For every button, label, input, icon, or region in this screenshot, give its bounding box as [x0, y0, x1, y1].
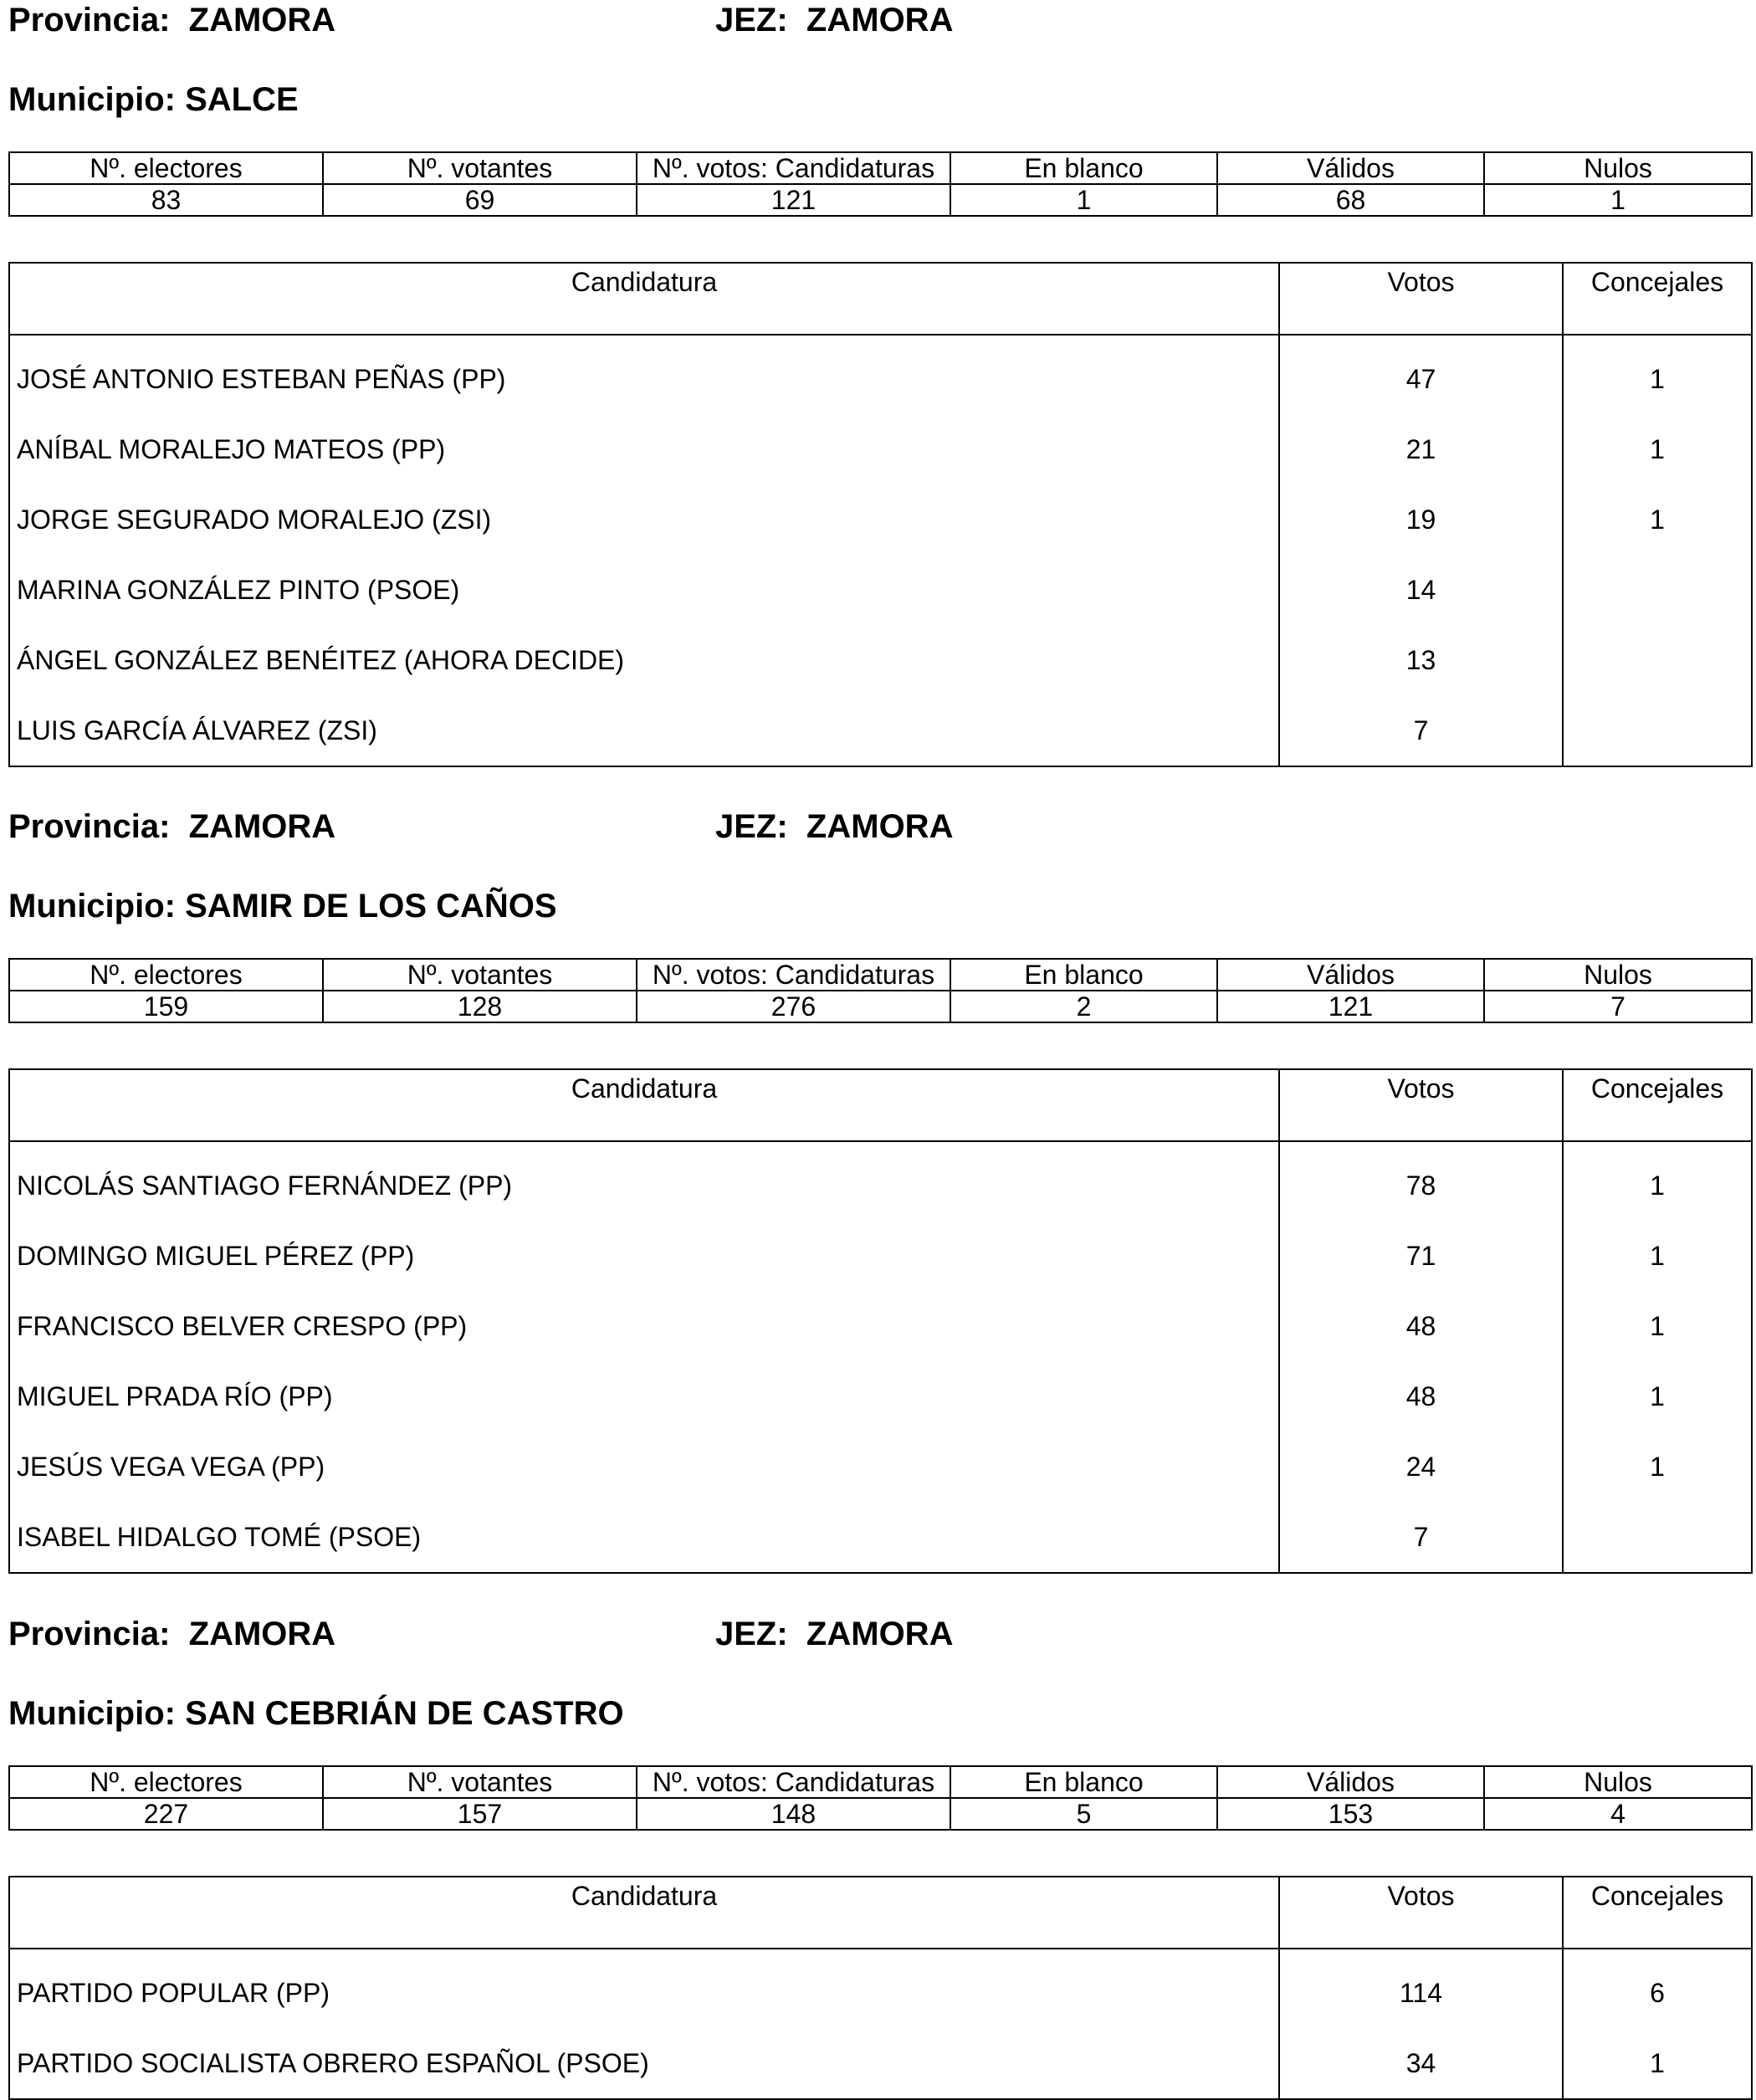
stats-header-row	[9, 959, 1752, 991]
candidates-header-row	[9, 263, 1752, 335]
candidate-name: NICOLÁS SANTIAGO FERNÁNDEZ (PP)	[9, 1141, 1279, 1221]
candidate-votos: 19	[1279, 484, 1563, 555]
candidatura-header: Candidatura	[9, 1069, 1279, 1141]
candidate-votos: 78	[1279, 1141, 1563, 1221]
concejales-header: Concejales	[1563, 1877, 1752, 1949]
stats-value: 157	[323, 1798, 637, 1830]
candidate-votos: 114	[1279, 1949, 1563, 2028]
candidate-row	[9, 555, 1752, 625]
stats-header-row	[9, 1766, 1752, 1798]
candidate-votos: 7	[1279, 1502, 1563, 1573]
stats-value: 68	[1217, 184, 1484, 216]
jez-line: JEZ: ZAMORA	[715, 2, 954, 38]
candidate-row	[9, 484, 1752, 555]
provincia-line: Provincia: ZAMORA	[8, 1616, 336, 1652]
stats-header: Nº. votos: Candidaturas	[637, 1766, 950, 1798]
provincia-line: Provincia: ZAMORA	[8, 808, 336, 845]
stats-value: 2	[950, 991, 1217, 1022]
stats-value-row	[9, 1798, 1752, 1830]
stats-value: 5	[950, 1798, 1217, 1830]
candidate-votos: 14	[1279, 555, 1563, 625]
concejales-header: Concejales	[1563, 1069, 1752, 1141]
stats-value: 121	[1217, 991, 1484, 1022]
candidate-votos: 7	[1279, 695, 1563, 766]
candidate-name: ANÍBAL MORALEJO MATEOS (PP)	[9, 414, 1279, 484]
stats-value-row	[9, 184, 1752, 216]
candidate-votos: 48	[1279, 1361, 1563, 1432]
candidate-row	[9, 414, 1752, 484]
candidate-name: MIGUEL PRADA RÍO (PP)	[9, 1361, 1279, 1432]
stats-header: Nulos	[1484, 1766, 1752, 1798]
provincia-value: ZAMORA	[188, 808, 336, 845]
provincia-value: ZAMORA	[188, 2, 336, 38]
jez-value: ZAMORA	[806, 2, 954, 38]
stats-value: 121	[637, 184, 950, 216]
candidates-header-row	[9, 1069, 1752, 1141]
stats-header: Nº. votantes	[323, 152, 637, 184]
stats-value: 153	[1217, 1798, 1484, 1830]
stats-value: 148	[637, 1798, 950, 1830]
candidate-row	[9, 695, 1752, 766]
candidate-name: PARTIDO POPULAR (PP)	[9, 1949, 1279, 2028]
candidate-row	[9, 625, 1752, 695]
stats-value: 1	[950, 184, 1217, 216]
stats-header: En blanco	[950, 959, 1217, 991]
jez-line: JEZ: ZAMORA	[715, 808, 954, 845]
candidate-name: FRANCISCO BELVER CRESPO (PP)	[9, 1291, 1279, 1361]
candidate-name: ÁNGEL GONZÁLEZ BENÉITEZ (AHORA DECIDE)	[9, 625, 1279, 695]
candidate-votos: 34	[1279, 2028, 1563, 2099]
concejales-header: Concejales	[1563, 263, 1752, 335]
municipio-line: Municipio: SALCE	[8, 81, 299, 118]
candidate-row	[9, 1949, 1752, 2028]
candidate-concejales: 1	[1563, 484, 1752, 555]
candidate-concejales: 1	[1563, 1141, 1752, 1221]
candidate-concejales: 1	[1563, 1361, 1752, 1432]
stats-header: Nº. votantes	[323, 1766, 637, 1798]
candidate-row	[9, 1361, 1752, 1432]
candidate-name: JOSÉ ANTONIO ESTEBAN PEÑAS (PP)	[9, 335, 1279, 414]
stats-header: Nº. votos: Candidaturas	[637, 152, 950, 184]
candidate-concejales	[1563, 1502, 1752, 1573]
candidate-row	[9, 1291, 1752, 1361]
candidate-votos: 24	[1279, 1432, 1563, 1502]
stats-value: 69	[323, 184, 637, 216]
provincia-value: ZAMORA	[188, 1616, 336, 1652]
candidatura-header: Candidatura	[9, 1877, 1279, 1949]
votos-header: Votos	[1279, 263, 1563, 335]
candidate-votos: 48	[1279, 1291, 1563, 1361]
stats-header: Nº. electores	[9, 152, 323, 184]
jez-value: ZAMORA	[806, 808, 954, 845]
municipio-value: SAN CEBRIÁN DE CASTRO	[185, 1695, 624, 1732]
candidate-row	[9, 1141, 1752, 1221]
votos-header: Votos	[1279, 1069, 1563, 1141]
municipio-line: Municipio: SAMIR DE LOS CAÑOS	[8, 888, 557, 925]
stats-header: Nº. votos: Candidaturas	[637, 959, 950, 991]
candidate-name: LUIS GARCÍA ÁLVAREZ (ZSI)	[9, 695, 1279, 766]
candidate-name: ISABEL HIDALGO TOMÉ (PSOE)	[9, 1502, 1279, 1573]
candidate-name: JORGE SEGURADO MORALEJO (ZSI)	[9, 484, 1279, 555]
candidate-votos: 13	[1279, 625, 1563, 695]
candidate-name: DOMINGO MIGUEL PÉREZ (PP)	[9, 1221, 1279, 1291]
stats-header-row	[9, 152, 1752, 184]
candidates-table	[8, 1068, 1753, 1574]
municipio-value: SAMIR DE LOS CAÑOS	[185, 888, 557, 925]
candidates-header-row	[9, 1877, 1752, 1949]
stats-value: 128	[323, 991, 637, 1022]
candidate-row	[9, 1221, 1752, 1291]
candidate-votos: 21	[1279, 414, 1563, 484]
candidate-concejales: 1	[1563, 1432, 1752, 1502]
candidate-name: PARTIDO SOCIALISTA OBRERO ESPAÑOL (PSOE)	[9, 2028, 1279, 2099]
stats-header: Válidos	[1217, 1766, 1484, 1798]
municipio-value: SALCE	[185, 81, 299, 118]
candidates-table	[8, 1876, 1753, 2100]
municipio-line: Municipio: SAN CEBRIÁN DE CASTRO	[8, 1695, 624, 1732]
candidate-votos: 71	[1279, 1221, 1563, 1291]
candidate-row	[9, 1502, 1752, 1573]
candidate-votos: 47	[1279, 335, 1563, 414]
candidate-concejales	[1563, 625, 1752, 695]
stats-header: En blanco	[950, 152, 1217, 184]
candidate-concejales: 6	[1563, 1949, 1752, 2028]
candidate-row	[9, 335, 1752, 414]
candidate-name: JESÚS VEGA VEGA (PP)	[9, 1432, 1279, 1502]
stats-header: Nº. electores	[9, 1766, 323, 1798]
stats-value: 1	[1484, 184, 1752, 216]
stats-value: 159	[9, 991, 323, 1022]
candidate-row	[9, 1432, 1752, 1502]
stats-table	[8, 1765, 1753, 1831]
provincia-line: Provincia: ZAMORA	[8, 2, 336, 38]
stats-header: Válidos	[1217, 152, 1484, 184]
candidate-concejales: 1	[1563, 414, 1752, 484]
candidate-concejales: 1	[1563, 1221, 1752, 1291]
jez-line: JEZ: ZAMORA	[715, 1616, 954, 1652]
candidate-concejales: 1	[1563, 335, 1752, 414]
stats-table	[8, 958, 1753, 1023]
stats-table	[8, 151, 1753, 217]
stats-header: En blanco	[950, 1766, 1217, 1798]
jez-value: ZAMORA	[806, 1616, 954, 1652]
stats-header: Válidos	[1217, 959, 1484, 991]
candidate-concejales	[1563, 695, 1752, 766]
stats-value: 7	[1484, 991, 1752, 1022]
stats-value: 276	[637, 991, 950, 1022]
votos-header: Votos	[1279, 1877, 1563, 1949]
candidatura-header: Candidatura	[9, 263, 1279, 335]
candidate-row	[9, 2028, 1752, 2099]
candidate-name: MARINA GONZÁLEZ PINTO (PSOE)	[9, 555, 1279, 625]
candidate-concejales: 1	[1563, 1291, 1752, 1361]
stats-value: 227	[9, 1798, 323, 1830]
stats-header: Nulos	[1484, 959, 1752, 991]
stats-header: Nº. electores	[9, 959, 323, 991]
stats-header: Nulos	[1484, 152, 1752, 184]
stats-header: Nº. votantes	[323, 959, 637, 991]
candidate-concejales	[1563, 555, 1752, 625]
candidate-concejales: 1	[1563, 2028, 1752, 2099]
candidates-table	[8, 262, 1753, 767]
stats-value: 83	[9, 184, 323, 216]
stats-value-row	[9, 991, 1752, 1022]
stats-value: 4	[1484, 1798, 1752, 1830]
